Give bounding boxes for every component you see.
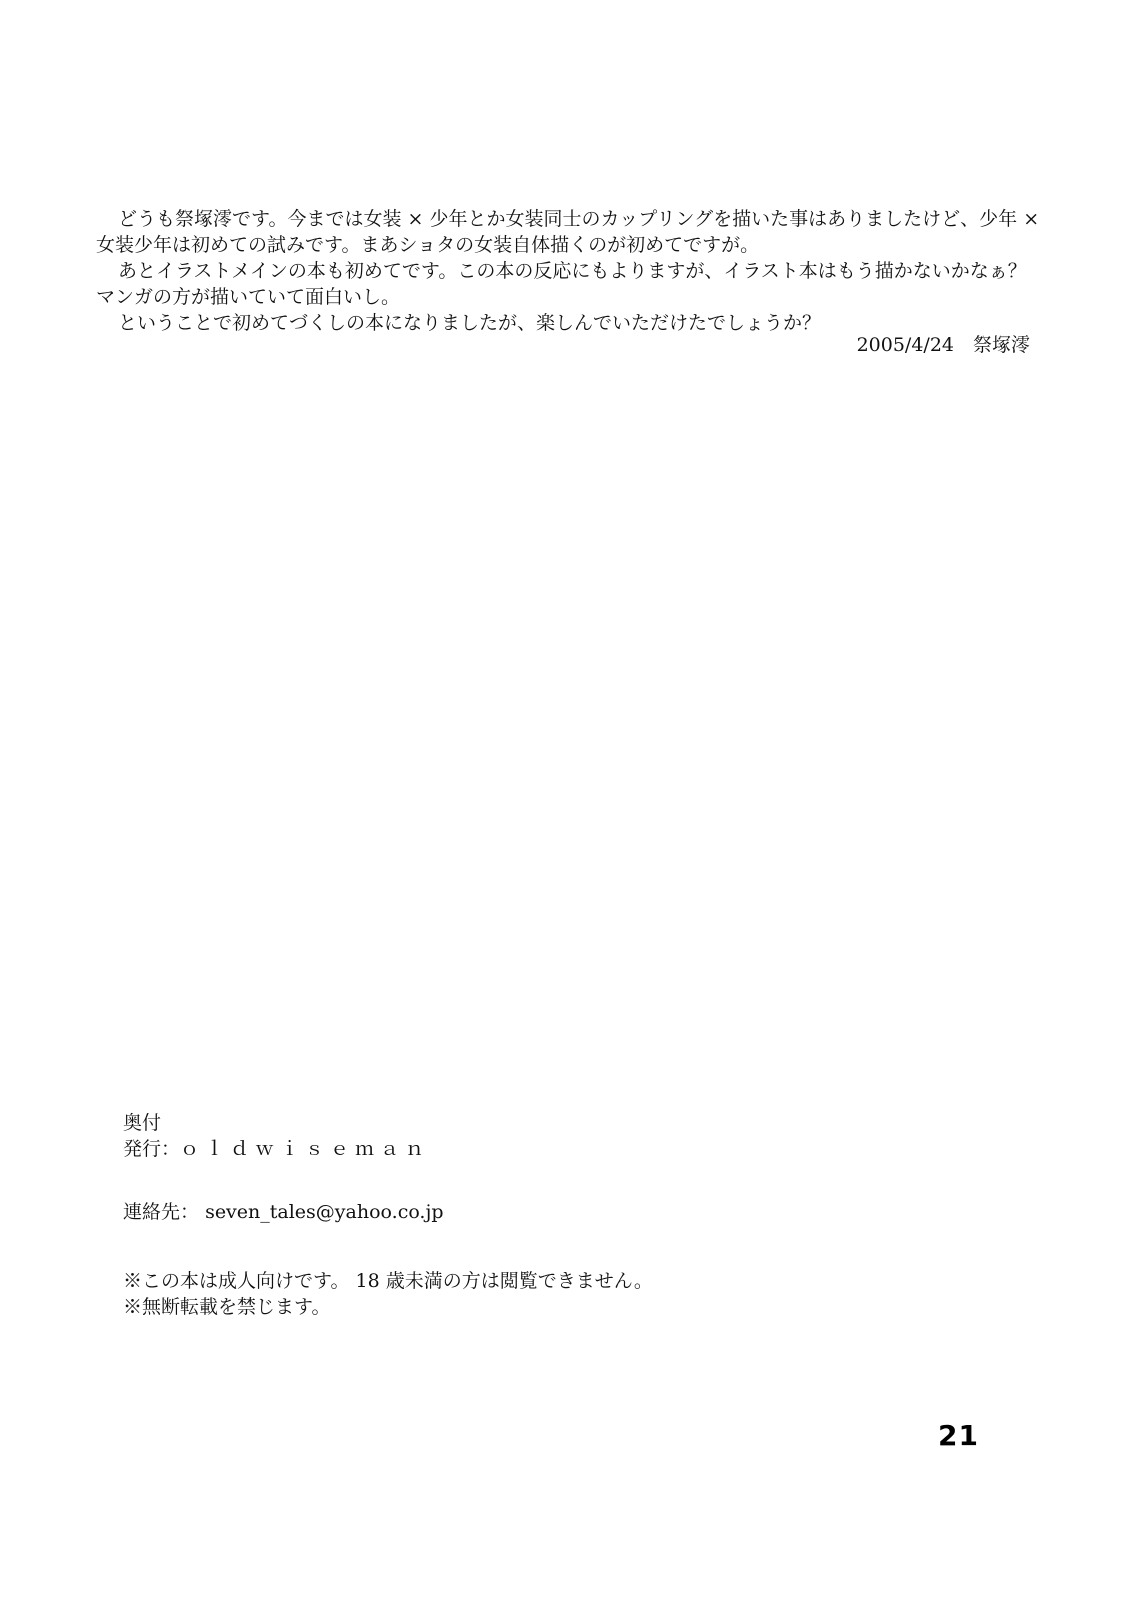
reprint-notice: ※無断転載を禁じます。 bbox=[123, 1296, 331, 1318]
afterword-line: 女装少年は初めての試みです。まあショタの女装自体描くのが初めてですが。 bbox=[96, 234, 760, 256]
afterword-line: どうも祭塚澪です。今までは女装 × 少年とか女装同士のカップリングを描いた事はありましたけど、少年 × bbox=[118, 208, 1040, 230]
contact-label: 連絡先： bbox=[123, 1201, 200, 1223]
colophon bbox=[123, 1110, 430, 1162]
page-number: 21 bbox=[938, 1419, 979, 1452]
contact-line bbox=[123, 1199, 444, 1225]
contact-email: seven_tales@yahoo.co.jp bbox=[205, 1201, 444, 1223]
afterword-line: ということで初めてづくしの本になりましたが、楽しんでいただけたでしょうか？ bbox=[118, 312, 822, 334]
afterword-line: マンガの方が描いていて面白いし。 bbox=[96, 286, 401, 308]
adult-notice: ※この本は成人向けです。 18 歳未満の方は閲覧できません。 bbox=[123, 1270, 653, 1292]
publisher-label: 発行： bbox=[123, 1138, 181, 1160]
afterword-line: あとイラストメインの本も初めてです。この本の反応にもよりますが、イラスト本はもう描かないかなぁ？ bbox=[118, 260, 1027, 282]
afterword-signature: 2005/4/24 祭塚澪 bbox=[856, 334, 1030, 356]
afterword-text bbox=[96, 206, 1056, 336]
colophon-heading: 奥付 bbox=[123, 1112, 162, 1134]
publisher-name: ｏｌｄｗｉｓｅｍａｎ bbox=[180, 1138, 431, 1160]
publisher-line bbox=[123, 1136, 430, 1162]
notices bbox=[123, 1268, 653, 1320]
